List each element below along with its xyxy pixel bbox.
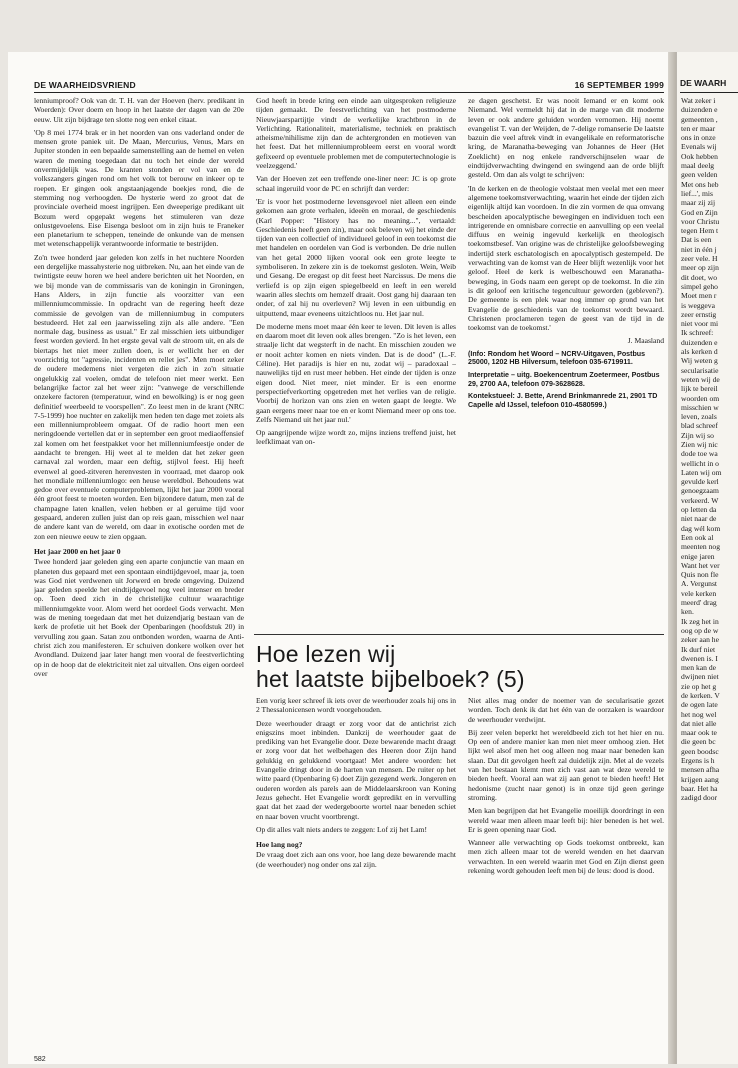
- issue-date: 16 SEPTEMBER 1999: [574, 80, 664, 90]
- column-4: [256, 696, 456, 1031]
- next-page-line: God en Zijn: [681, 207, 718, 217]
- next-page-line: krijgen aang: [681, 774, 719, 784]
- paragraph: Deze weerhouder draagt er zorg voor dat de antichrist zich enigszins moet inbinden. Dankzij de weerhouder gaat de prediking van het Evangelie door. Deze bewarende macht draagt er zorg voor dat het welbehagen des Heeren door Zijn hand gelukkig en gelukkend voortgaat! Met andere woorden: het Evangelie dringt door in de harten van mensen. De ruiter op het witte paard (Openbaring 6) doet Zijn gezegend werk. Jongeren en ouderen worden als parels aan de Middelaarskroon van Koning Jezus gehecht. Het Evangelie wordt gepredikt en in vervulling gaat dat het zaad der wedergeboorte wortel naar beneden schiet en naar boven vrucht voortbrengt.: [256, 718, 456, 821]
- paragraph: De vraag doet zich aan ons voor, hoe lang deze bewarende macht (de weerhouder) nog onder ons zal zijn.: [256, 850, 456, 869]
- next-page-line: misschien w: [681, 402, 719, 412]
- next-page-line: de ogen late: [681, 700, 718, 710]
- magazine-name: DE WAARHEIDSVRIEND: [34, 80, 136, 90]
- next-page-line: mensen afha: [681, 765, 720, 775]
- next-page-line: blad schreef: [681, 421, 718, 431]
- next-page-line: woorden om: [681, 393, 720, 403]
- next-page-line: dode toe wa: [681, 449, 718, 459]
- next-page-line: A. Vergunst: [681, 579, 718, 589]
- next-page-line: dit doet, wo: [681, 272, 718, 282]
- next-page-line: lijk te bereil: [681, 384, 718, 394]
- next-page-line: gemeenten ,: [681, 114, 718, 124]
- next-page-line: Quis non fle: [681, 570, 719, 580]
- next-page-line: Zijn wij so: [681, 430, 714, 440]
- info-block: Kontekstueel: J. Bette, Arend Brinkmanrede 21, 2901 TD Capelle a/d IJssel, telefoon 010-4580599.): [468, 392, 658, 409]
- next-page-line: Ergens is h: [681, 756, 715, 766]
- paragraph: God heeft in brede kring een einde aan uitgesproken religieuze tijden gemaakt. De feestverlichting van het postmoderne Nieuwjaarspartijtje vindt de werkelijke krachtbron in de Verlichting. Rationaliteit, materialisme, techniek en praktisch atheisme/nihilisme zijn dan de achtergronden en motieven van het feest. Dat het millenniumprobleem eerst en vooral wordt gefixeerd op eventuele problemen met de computertechnologie is veelzeggend.': [256, 96, 456, 171]
- next-page-line: verkeerd. W: [681, 495, 719, 505]
- next-page-line: Evenals wij: [681, 142, 717, 152]
- next-page-line: Ook hebben: [681, 151, 718, 161]
- next-page-line: Wat zeker i: [681, 96, 716, 105]
- author-signature: J. Maasland: [627, 336, 664, 346]
- next-page-line: lief...', mis: [681, 188, 713, 198]
- next-page-line: weten wij de: [681, 374, 720, 384]
- next-page-line: geen boodsc: [681, 746, 719, 756]
- next-page-line: duizenden e: [681, 337, 718, 347]
- section-divider: [254, 634, 664, 635]
- article-title: [256, 642, 666, 692]
- quote-paragraph: De moderne mens moet maar één keer te leven. Dit leven is alles en daarom moet dit leven ook alles brengen. "Zo is het leven, een straalje licht dat wegsterft in de nacht. En misschien zouden we er nooit achter komen en niets vinden. Dat is de dood" (L.-F. Céline). Het paradijs is hier en nu, zodat wij – paradoxaal – nauwelijks tijd en rust meer hebben. Het einde der tijden is onze eigen dood. Niet meer, niet minder. Er is een enorme perspectiefverkorting opgetreden met het verlies van de religie. Voorbij de horizon van ons zien en weten gaapt de leegte. We gaan eergens meer naar toe en er komt Niemand meer op ons toe. Zelfs Niemand uit het jaar nul.': [256, 321, 456, 424]
- quote-paragraph: Zo'n twee honderd jaar geleden kon zelfs in het nuchtere Noorden een dergelijke massahysterie nog uitbreken. Nu, aan het einde van de twintigste eeuw horen we heel andere berichten uit het Noorden, en we bij monde van de commissaris van de koningin in Groningen, Hans Alders, in zijn functie als voorzitter van een millenniumcommissie. In opdracht van de regering heeft deze commissie de gevolgen van de millenniumbug in computers bestudeerd. Het zal een jaarwisseling zijn als alle andere. "Een normale dag, business as usual." Er zal misschien iets uitbundiger feest worden gevierd. In het ergste geval valt de stroom uit, en als de biertaps het niet meer zullen doen, is er wellicht her en der voorzichtig tot "agressie, incidenten en rellet jes". Men moet zeker de oudere medemens niet vergeten die zich in zo'n situatie ongelukkig zal voelen, omdat de telefoon niet meer werkt. Een belangrijke factor zal het weer zijn: "vanwege de verschillende onzekere factoren (temperatuur, wind en bewolking) is er nog geen definitief weerbeeld te voorspellen". Zo leest men in de krant (NRC 7-5-1999) hoe nuchter en zakelijk men heden ten dage met zoiets als een millenniumprobleem omgaat. Of de radio hoort men een neringdoende vertellen dat er in september een groot mediaoffensief zal komen om het feestpakket voor het millenniumfeestje onder de aandacht te brengen. Hij weet al te melden dat het zeker geen carnaval zal worden, maar een deftig, stijlvol feest. Hij heeft evenwel al goed-zitveren herenvesten in voorraad, met daarop ook het mondiale millenniumlogo: een heuse wereldbol. Behoudens wat gedoe over eventuele computerproblemen, lijkt het jaar 2000 vooral één groot feest te moeten worden. Een bijzondere datum, men zal de champagne laten knallen, velen hebben er al geruime tijd voor gespaard, anderen zullen juist dan op reis gaan, misschien wel naar de andere kant van de wereld, om daar in exotische oorden met de zon een nieuwe eeuw te zien opgaan.: [34, 252, 244, 541]
- next-page-line: maar ook te: [681, 728, 717, 738]
- next-page-line: Zien wij nic: [681, 439, 718, 449]
- next-page-line: voor Christu: [681, 216, 720, 226]
- next-page-line: enige jaren: [681, 551, 715, 561]
- next-page-line: Moet men r: [681, 291, 717, 301]
- next-page-line: simpel geho: [681, 281, 718, 291]
- subheading: Het jaar 2000 en het jaar 0: [34, 546, 121, 556]
- next-page-line: niet in één j: [681, 244, 717, 254]
- quote-paragraph: 'Er is voor het postmoderne levensgevoel niet alleen een einde gekomen aan grote verhalen, ideeën en moraal, de geschiedenis (Karl Popper: "History has no meaning...", vertaald: Geschiedenis heeft geen zin), maar ook beleven wij het einde der tijden van een collectief of individueel geloof in een toekomst die met handelen en oordelen van God is verbonden. De drie nullen van het getal 2000 lijken vooral ook een grote leegte te symboliseren. In zekere zin is de toekomst gesloten. Wein, Weib und Gesang. De eregast op dit feest heet Narcissus. De mens die verliefd is op zijn eigen spiegelbeeld en leeft in een wereld waarin alles slechts om hemzelf draait. Oost gang hij daaraan ten onder, of zal hij nu overleven? Wij leven in een uitbundig en uitputtend, maar eveneens uitzichtloos nu. Het jaar nul.: [256, 196, 456, 318]
- column-5: [468, 696, 664, 1031]
- paragraph: Bij zeer velen beperkt het wereldbeeld zich tot het hier en nu. Op een of andere manier kan men niet meer omhoog zien. Het lijkt wel alsof men het oog alleen nog maar naar beneden kan slaan. Dat dit gevolgen heeft zal duidelijk zijn. Met al de vezels van het bestaan klemt men zich vast aan wat deze wereld te bieden heeft. Vooral aan wat zij aan genot te bieden heeft! Het hedonisme (zucht naar genot) is in onze tijd geen geringe stroming.: [468, 727, 664, 802]
- next-page-line: Een ook al: [681, 532, 714, 542]
- next-page-line: maal deelg: [681, 161, 715, 171]
- paragraph: ze dagen geschetst. Er was nooit Iemand er en komt ook Niemand. Wel vermeldt hij dat in de marge van dit moderne leven er ook andere geluiden worden vernomen. Hij noemt evangelist T. van der Weijden, de 7-delige romanserie De laatste bazuin die veel aftrek vindt in evangelikale en reformatorische kring, de Maranatha-beweging van Johannes de Heer (Het Zoeklicht) en nog enkele randverschijnselen waar de eindtijdverwachting dwingend en swingend aan de orde blijft gesteld. Om dan als volgt te schrijven:: [468, 96, 664, 180]
- next-page-line: niet naar de: [681, 514, 717, 524]
- next-page-line: Met ons heb: [681, 179, 719, 189]
- paragraph: Op aangrijpende wijze wordt zo, mijns inziens treffend juist, het leefklimaat van on-: [256, 428, 456, 447]
- next-page-line: zeer ernstig: [681, 309, 717, 319]
- next-page-line: Dat is een: [681, 235, 712, 245]
- next-page-line: genoegzaam: [681, 486, 719, 496]
- next-page-line: baar. Het ha: [681, 783, 718, 793]
- magazine-page-left: [8, 52, 674, 1064]
- next-page-line: zadigd door: [681, 793, 718, 803]
- info-block: Interpretatie – uitg. Boekencentrum Zoetermeer, Postbus 29, 2700 AA, telefoon 079-3628628.: [468, 370, 660, 388]
- next-page-line: vele kerken: [681, 588, 717, 598]
- next-page-line: men kan de: [681, 663, 717, 673]
- next-page-line: zie op het g: [681, 681, 717, 691]
- next-page-line: ken.: [681, 607, 694, 617]
- next-page-line: maar zij zij: [681, 198, 716, 208]
- page-header: [34, 78, 664, 93]
- column-2: [256, 96, 456, 631]
- next-page-line: meerd' drag: [681, 598, 717, 608]
- next-page-line: dag wél kom: [681, 523, 721, 533]
- page-header-next: DE WAARH: [680, 78, 738, 93]
- next-page-line: de kerken. V: [681, 691, 720, 700]
- article-title-line: het laatste bijbelboek? (5): [256, 666, 525, 692]
- next-page-line: zeker aan he: [681, 635, 719, 645]
- next-page-line: Wij weten g: [681, 356, 718, 366]
- paragraph: Wanneer alle verwachting op Gods toekomst ontbreekt, kan men zich alleen maar tot de wereld wenden en het daarvan verwachten. In een wereld waarin met God en Zijn dienst geen rekening wordt gehouden leeft men bij de leus: dood is dood.: [468, 838, 664, 876]
- paragraph: lenniumproof? Ook van dr. T. H. van der Hoeven (herv. predikant in Woerden): Over doem en hoop in het laatste der dagen van de 20e eeuw. Uit zijn bijdrage ten slotte nog een enkel citaat.: [34, 96, 244, 124]
- column-3: [468, 96, 664, 631]
- next-page-line: dwijnen niet: [681, 672, 719, 682]
- article-title-line: Hoe lezen wij: [256, 641, 396, 667]
- paragraph: Twee honderd jaar geleden ging een aparte conjunctie van maan en planeten dus gepaard met een spontaan eindtijdgevoel, maar ja, toen was God niet verdwenen uit Jorwerd en brede omgeving. Duizend jaar geleden speelde het eindtijdgevoel nog veel intenser en breder op. Toen deed zich in de christelijke cultuur waarachtige millenniumgekte voor. Alom werd het oordeel Gods verwacht. Men was de mening toegedaan dat met het duizendjarig bestaan van de kerk de profetie uit het Boek der Openbaringen (hoofdstuk 20) in vervulling zou gaan. Satan zou ontbonden worden, waarna de Anti-christ zich zou manifesteren. Er schuiven donkere wolken over het Avondland. Duizend jaar later hangt men vooral de feestverlichting op in de hoop dat de elektriciteit niet zal uitvallen. Ons eigen oordeel over: [34, 557, 244, 678]
- next-page-line: meer op zijn: [681, 263, 719, 273]
- magazine-page-right-partial: [676, 52, 738, 1064]
- next-page-line: is weggeva: [681, 300, 715, 310]
- paragraph: Op dit alles valt niets anders te zeggen: Lof zij het Lam!: [256, 824, 428, 834]
- next-page-line: geen velden: [681, 170, 718, 180]
- next-page-line: Want het ver: [681, 560, 720, 570]
- paragraph: Een vorig keer schreef ik iets over de weerhouder zoals hij ons in 2 Thessalonicensen wordt voorgehouden.: [256, 696, 456, 715]
- next-page-column: [681, 96, 738, 803]
- next-page-line: Ik schreef:: [681, 328, 714, 338]
- quote-paragraph: 'Op 8 mei 1774 brak er in het noorden van ons vaderland onder de mensen grote paniek uit. De Maan, Mercurius, Venus, Mars en Jupiter stonden in een bepaalde samenstelling aan de hemel en velen waren de mening toegedaan dat nu toch het einde der wereld onvermijdelijk was. De kranten stonden er vol van en de volkszangers gingen rond om het volk tot berouw en inkeer op te roepen. Er gingen ook angstaanjagende boekjes rond, die de stemming nog verhoogden. De hysterie werd zo groot dat de provinciale overheid moest ingrijpen. Een dweeperige predikant uit Bozum werd opgepakt wegens het stimuleren van deze onlustgevoelens. Eise Eisenga besloot om in zijn huis te Franeker een planetarium te scheppen, teneinde de onkunde van de mensen met wetenschappelijk verantwoorde informatie te bestrijden.: [34, 127, 244, 249]
- next-page-line: ons in onze: [681, 133, 716, 143]
- next-page-line: het nog wel: [681, 709, 717, 719]
- next-page-line: secularisatie: [681, 365, 719, 375]
- next-page-line: zeer vele. H: [681, 254, 718, 264]
- next-page-line: tegen Hem t: [681, 226, 719, 236]
- page-fold-shadow: [668, 52, 676, 1064]
- subheading: Hoe lang nog?: [256, 840, 303, 850]
- next-page-line: dat niet alle: [681, 718, 717, 728]
- next-page-line: dwenen is. I: [681, 653, 718, 663]
- quote-paragraph: 'In de kerken en de theologie volstaat men veelal met een meer algemene toekomstverwachting, waarin het einde der tijden zich eigenlijk altijd kan voordoen. In die zin vormen de qua omvang bescheiden apocalyptische bewegingen en individuen toch een intrigerende en omnisbare correctie en aanvulling op een veelal diffuus en weinig ingevuld kerkelijk en theologisch toekomstbesef. Van origine was de christelijke geloofsbeweging indertijd sterk eschatologisch en apocalyptisch gestempeld. De verwachting van de komst van de Heer blijft wezenlijk voor het geloof. Heel de kerk is welbeschouwd een Maranatha-beweging, in Gods naam een gerept op de toekomst. In die zin is dit geloof een kritische tegencultuur geworden (gebleven?). De gemeente is een plek waar nog immer op grond van het Evangelie de geschiedenis van de toekomst wordt bewaard. Christenen proclameren tegen de geest van de tijd in de toekomst van de toekomst.': [468, 183, 664, 333]
- next-page-line: als kerken d: [681, 347, 718, 357]
- next-page-line: wellicht in o: [681, 458, 719, 468]
- next-page-line: Laten wij om: [681, 467, 722, 477]
- next-page-line: gevulde kerl: [681, 477, 719, 487]
- next-page-line: leven, zoals: [681, 412, 717, 422]
- paragraph: Men kan begrijpen dat het Evangelie moeilijk doordringt in een wereld waar men alleen maar leeft bij: hier beneden is het wel. Er is geen opening naar God.: [468, 806, 664, 834]
- paragraph: Niet alles mag onder de noemer van de secularisatie gezet worden. Toch denk ik dat het één van de oorzaken is waardoor de weerhouder verdwijnt.: [468, 696, 664, 724]
- page-number: 582: [34, 1056, 46, 1063]
- next-page-line: die geen bc: [681, 737, 716, 747]
- next-page-line: niet voor mi: [681, 319, 719, 329]
- next-page-line: Ik durf niet: [681, 644, 716, 654]
- next-page-line: Ik zeg het in: [681, 616, 719, 626]
- column-1: [34, 96, 244, 1036]
- paragraph: Van der Hoeven zet een treffende one-liner neer: JC is op grote schaal ingeruild voor de PC en schrijft dan verder:: [256, 174, 456, 193]
- next-page-line: meenten nog: [681, 542, 721, 552]
- next-page-line: oog op de w: [681, 625, 719, 635]
- next-page-line: op letten da: [681, 505, 717, 515]
- info-block: (Info: Rondom het Woord – NCRV-Uitgaven, Postbus 25000, 1202 HB Hilversum, telefoon 035-6719911.: [468, 349, 646, 367]
- next-page-line: duizenden e: [681, 105, 718, 115]
- next-page-line: ten er maar: [681, 123, 716, 133]
